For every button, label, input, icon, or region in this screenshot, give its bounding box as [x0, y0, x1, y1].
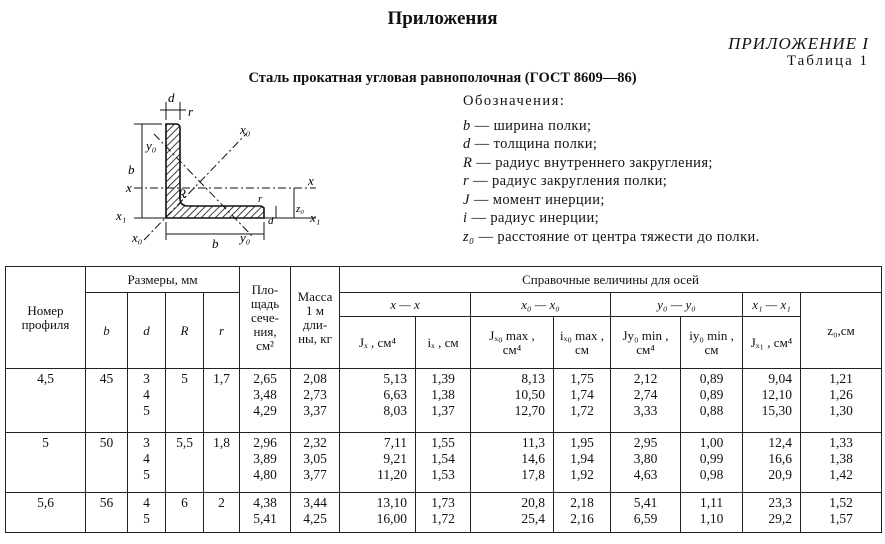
- cell-r: 2: [204, 493, 240, 533]
- cell-mass: 2,32 3,05 3,77: [291, 433, 340, 493]
- cell-Jx: 5,13 6,63 8,03: [340, 369, 416, 433]
- cell-iy0: 1,00 0,99 0,98: [681, 433, 743, 493]
- header-profile: Номер профиля: [6, 267, 86, 369]
- table-row: [6, 369, 882, 433]
- cell-ix: 1,55 1,54 1,53: [416, 433, 471, 493]
- diagram-b-bottom-label: b: [212, 236, 219, 251]
- diagram-x1-left-label: x₁: [116, 208, 127, 223]
- diagram-R-label: R: [178, 186, 186, 201]
- diagram-b-left-label: b: [128, 162, 135, 177]
- header-area: Пло- щадь сече- ния, см²: [240, 267, 291, 369]
- cell-Jx0: 8,13 10,50 12,70: [471, 369, 554, 433]
- legend-item-r: r — радиус закругления полки;: [463, 173, 668, 189]
- cell-profile: 4,5: [6, 369, 86, 433]
- legend-item-i: i — радиус инерции;: [463, 210, 600, 226]
- legend-item-J: J — момент инерции;: [463, 191, 605, 208]
- header-axis-x1: x₁ — x₁: [743, 293, 801, 317]
- cell-b: 50: [86, 433, 128, 493]
- table-subtitle: Сталь прокатная угловая равнополочная (ГОСТ 8609—86): [248, 70, 637, 86]
- diagram-y0-top-label: y₀: [146, 138, 157, 153]
- cell-R: 6: [166, 493, 204, 533]
- cell-iy0: 1,11 1,10: [681, 493, 743, 533]
- diagram-x0-bottom-label: x₀: [132, 230, 143, 245]
- cell-profile: 5: [6, 433, 86, 493]
- header-r: r: [204, 293, 240, 369]
- header-reference: Справочные величины для осей: [340, 267, 882, 293]
- cell-Jy0: 2,12 2,74 3,33: [611, 369, 681, 433]
- cell-area: 4,38 5,41: [240, 493, 291, 533]
- diagram-r-small-label: r: [258, 193, 263, 205]
- page-title: Приложения: [387, 8, 498, 29]
- angle-profile-diagram: [104, 88, 344, 258]
- angle-section-shape: [166, 124, 264, 218]
- header-axis-x0: x₀ — x₀: [471, 293, 611, 317]
- cell-d: 4 5: [128, 493, 166, 533]
- diagram-x1-right-label: x₁: [310, 210, 321, 225]
- cell-r: 1,7: [204, 369, 240, 433]
- header-Jx1: Jₓ₁ , см⁴: [743, 317, 801, 369]
- cell-d: 3 4 5: [128, 433, 166, 493]
- cell-ix0: 1,75 1,74 1,72: [554, 369, 611, 433]
- header-R: R: [166, 293, 204, 369]
- cell-ix0: 2,18 2,16: [554, 493, 611, 533]
- cell-z0: 1,21 1,26 1,30: [801, 369, 882, 433]
- cell-area: 2,65 3,48 4,29: [240, 369, 291, 433]
- cell-mass: 3,44 4,25: [291, 493, 340, 533]
- header-Jy0: Jy₀ min , см⁴: [611, 317, 681, 369]
- legend-item-d: d — толщина полки;: [463, 136, 598, 152]
- cell-r: 1,8: [204, 433, 240, 493]
- cell-area: 2,96 3,89 4,80: [240, 433, 291, 493]
- legend-item-b: b — ширина полки;: [463, 117, 592, 134]
- diagram-x-right-label: x: [308, 173, 314, 188]
- cell-d: 3 4 5: [128, 369, 166, 433]
- diagram-d-small-label: d: [268, 215, 274, 227]
- table-number: Таблица 1: [786, 53, 869, 69]
- header-axis-x: x — x: [340, 293, 471, 317]
- header-ix0: iₓ₀ max , см: [554, 317, 611, 369]
- cell-Jx: 13,10 16,00: [340, 493, 416, 533]
- cell-ix: 1,73 1,72: [416, 493, 471, 533]
- cell-z0: 1,52 1,57: [801, 493, 882, 533]
- cell-Jy0: 2,95 3,80 4,63: [611, 433, 681, 493]
- diagram-d-label: d: [168, 90, 175, 105]
- diagram-x0-top-label: x₀: [240, 122, 251, 137]
- cell-profile: 5,6: [6, 493, 86, 533]
- cell-Jx1: 12,4 16,6 20,9: [743, 433, 801, 493]
- cell-b: 56: [86, 493, 128, 533]
- cell-mass: 2,08 2,73 3,37: [291, 369, 340, 433]
- cell-b: 45: [86, 369, 128, 433]
- cell-Jx0: 11,3 14,6 17,8: [471, 433, 554, 493]
- cell-R: 5: [166, 369, 204, 433]
- cell-R: 5,5: [166, 433, 204, 493]
- table-row: [6, 433, 882, 493]
- table-row: [6, 493, 882, 533]
- header-mass: Масса 1 м дли- ны, кг: [291, 267, 340, 369]
- cell-Jx1: 9,04 12,10 15,30: [743, 369, 801, 433]
- legend-heading: Обозначения:: [463, 93, 566, 109]
- header-z0: z₀,см: [801, 293, 882, 369]
- header-d: d: [128, 293, 166, 369]
- cell-ix: 1,39 1,38 1,37: [416, 369, 471, 433]
- header-sizes: Размеры, мм: [86, 267, 240, 293]
- diagram-r-label: r: [188, 104, 194, 119]
- cell-Jx: 7,11 9,21 11,20: [340, 433, 416, 493]
- angle-steel-table: [5, 266, 882, 533]
- header-Jx: Jₓ , см⁴: [340, 317, 416, 369]
- cell-Jy0: 5,41 6,59: [611, 493, 681, 533]
- diagram-x-left-label: x: [126, 180, 132, 195]
- header-Jx0: Jₓ₀ max , см⁴: [471, 317, 554, 369]
- cell-ix0: 1,95 1,94 1,92: [554, 433, 611, 493]
- header-b: b: [86, 293, 128, 369]
- diagram-y0-bottom-label: y₀: [240, 230, 251, 245]
- legend-item-R: R — радиус внутреннего закругления;: [463, 154, 713, 171]
- appendix-label: ПРИЛОЖЕНИЕ I: [728, 34, 869, 53]
- header-ix: iₓ , см: [416, 317, 471, 369]
- header-axis-y0: y₀ — y₀: [611, 293, 743, 317]
- cell-z0: 1,33 1,38 1,42: [801, 433, 882, 493]
- legend: [463, 92, 760, 246]
- legend-item-z0: z₀ — расстояние от центра тяжести до полки.: [463, 228, 760, 245]
- cell-Jx1: 23,3 29,2: [743, 493, 801, 533]
- header-iy0: iy₀ min , см: [681, 317, 743, 369]
- cell-iy0: 0,89 0,89 0,88: [681, 369, 743, 433]
- cell-Jx0: 20,8 25,4: [471, 493, 554, 533]
- diagram-z0-label: z₀: [296, 203, 305, 215]
